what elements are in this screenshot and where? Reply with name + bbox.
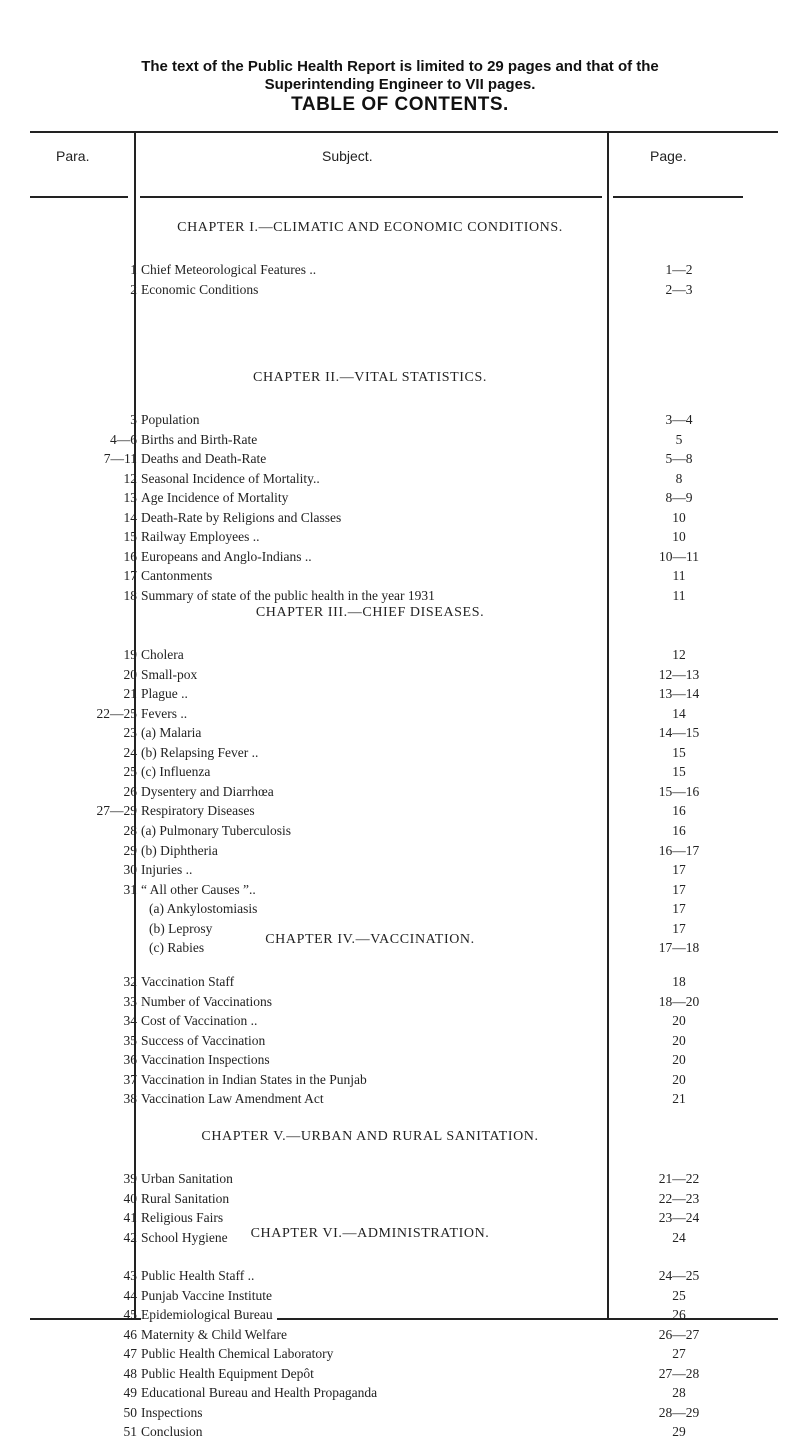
subject-cell [141, 568, 601, 584]
subject-text: Number of Vaccinations [141, 994, 276, 1009]
table-row [0, 1288, 800, 1306]
subject-cell [141, 1288, 601, 1304]
page-range: 17 [672, 881, 686, 897]
table-row [0, 451, 800, 469]
subject-cell [141, 432, 601, 448]
page-range: 23—24 [658, 1210, 700, 1226]
page-range: 11 [672, 568, 686, 584]
table-row [0, 1072, 800, 1090]
page-range: 1—2 [665, 262, 693, 277]
subject-cell [141, 471, 601, 487]
para-number: 32 [123, 974, 137, 989]
para-number: 12 [123, 470, 137, 486]
para-number: 30 [123, 862, 137, 878]
page-range: 15—16 [658, 783, 700, 799]
subject-cell [141, 451, 601, 467]
page-range: 10 [672, 529, 686, 545]
table-row [0, 901, 800, 919]
table-row [0, 1405, 800, 1423]
page-range: 13—14 [658, 686, 700, 702]
page-range: 5—8 [665, 451, 693, 467]
subject-text: Epidemiological Bureau [141, 1307, 277, 1322]
subject-text: Public Health Staff .. [141, 1268, 258, 1283]
page-range: 16 [672, 822, 686, 838]
subject-cell [141, 1385, 601, 1401]
subject-text: School Hygiene [141, 1230, 232, 1245]
subject-text: Maternity & Child Welfare [141, 1327, 291, 1342]
table-row [0, 1366, 800, 1384]
para-number: 47 [123, 1346, 137, 1362]
para-number: 16 [123, 548, 137, 564]
subject-cell [141, 1052, 601, 1068]
table-row [0, 843, 800, 861]
subject-cell [141, 862, 601, 878]
subject-text: Vaccination Law Amendment Act [141, 1091, 328, 1106]
table-row [0, 974, 800, 992]
table-row [0, 432, 800, 450]
subject-cell [141, 1405, 601, 1421]
chapter-heading: CHAPTER II.—VITAL STATISTICS. [253, 370, 487, 385]
subject-text: Success of Vaccination [141, 1033, 269, 1048]
page-range: 27 [672, 1346, 686, 1362]
subject-text: (b) Leprosy [149, 921, 216, 936]
page-range: 10—11 [659, 548, 699, 564]
para-number: 18 [123, 587, 137, 603]
para-number: 48 [123, 1365, 137, 1381]
para-number: 33 [123, 993, 137, 1009]
subject-text: Inspections [141, 1405, 207, 1420]
page-range: 3—4 [665, 412, 693, 427]
subject-cell [149, 901, 609, 917]
para-number: 1 [130, 262, 137, 277]
para-number: 38 [123, 1091, 137, 1107]
subject-cell [141, 282, 601, 298]
page-range: 22—23 [658, 1190, 700, 1206]
subject-cell [141, 725, 601, 741]
para-number: 41 [123, 1210, 137, 1226]
table-row [0, 471, 800, 489]
page-range: 20 [672, 1071, 686, 1087]
page-range: 21 [672, 1091, 686, 1107]
table-row [0, 1424, 800, 1442]
subject-text: Public Health Equipment Depôt [141, 1366, 318, 1381]
column-header-subject: Subject. [322, 148, 373, 164]
page-range: 20 [672, 1032, 686, 1048]
para-number: 46 [123, 1326, 137, 1342]
subject-cell [141, 784, 601, 800]
subject-text: Small-pox [141, 667, 201, 682]
table-row [0, 1327, 800, 1345]
table-row [0, 1171, 800, 1189]
para-number: 28 [123, 822, 137, 838]
subject-text: Plague .. [141, 686, 192, 701]
subject-cell [141, 745, 601, 761]
table-row [0, 529, 800, 547]
para-number: 14 [123, 509, 137, 525]
para-number: 37 [123, 1071, 137, 1087]
page-range: 17 [672, 920, 686, 936]
column-header-para: Para. [56, 148, 90, 164]
page-range: 21—22 [658, 1171, 700, 1186]
subject-text: (c) Influenza [141, 764, 214, 779]
table-row [0, 1013, 800, 1031]
table-row [0, 686, 800, 704]
subject-cell [141, 1091, 601, 1107]
table-row [0, 262, 800, 280]
table-row [0, 1091, 800, 1109]
para-number: 26 [123, 783, 137, 799]
para-number: 29 [123, 842, 137, 858]
page-range: 28—29 [658, 1404, 700, 1420]
subject-cell [141, 994, 601, 1010]
subject-text: Injuries .. [141, 862, 196, 877]
para-number: 17 [123, 568, 137, 584]
subject-text: Cantonments [141, 568, 216, 583]
table-row [0, 882, 800, 900]
para-number: 39 [123, 1171, 137, 1186]
subject-text: (c) Rabies [149, 940, 208, 955]
subject-text: (a) Pulmonary Tuberculosis [141, 823, 295, 838]
para-number: 24 [123, 744, 137, 760]
para-number: 4—6 [110, 431, 137, 447]
page-range: 17 [672, 862, 686, 878]
chapter-heading: CHAPTER IV.—VACCINATION. [265, 932, 475, 947]
table-row [0, 1191, 800, 1209]
subject-text: Public Health Chemical Laboratory [141, 1346, 337, 1361]
page-range: 28 [672, 1385, 686, 1401]
subject-cell [141, 647, 601, 663]
table-row [0, 764, 800, 782]
para-number: 34 [123, 1013, 137, 1029]
table-row [0, 568, 800, 586]
subject-cell [141, 262, 601, 278]
subject-text: Cost of Vaccination .. [141, 1013, 261, 1028]
subject-text: Europeans and Anglo-Indians .. [141, 549, 316, 564]
subject-cell [141, 588, 601, 604]
subject-text: Cholera [141, 647, 188, 662]
table-row [0, 588, 800, 606]
subject-cell [141, 667, 601, 683]
page-range: 8—9 [665, 490, 693, 506]
subject-cell [141, 764, 601, 780]
subject-cell [141, 843, 601, 859]
para-number: 49 [123, 1385, 137, 1401]
para-number: 43 [123, 1268, 137, 1283]
table-row [0, 1033, 800, 1051]
para-number: 40 [123, 1190, 137, 1206]
table-row [0, 282, 800, 300]
subject-cell [141, 823, 601, 839]
page-range: 2—3 [665, 281, 693, 297]
table-row [0, 862, 800, 880]
subject-text: Rural Sanitation [141, 1191, 233, 1206]
chapter-heading: CHAPTER VI.—ADMINISTRATION. [250, 1226, 490, 1241]
table-row [0, 1307, 800, 1325]
table-row [0, 549, 800, 567]
page-range: 16—17 [658, 842, 700, 858]
subject-text: (b) Diphtheria [141, 843, 222, 858]
table-row [0, 647, 800, 665]
page-range: 12 [672, 647, 686, 662]
subject-cell [141, 1033, 601, 1049]
para-number: 35 [123, 1032, 137, 1048]
para-number: 13 [123, 490, 137, 506]
table-row [0, 490, 800, 508]
subject-cell [141, 1268, 601, 1284]
table-row [0, 725, 800, 743]
page-range: 11 [672, 587, 686, 603]
table-row [0, 667, 800, 685]
page-range: 18—20 [658, 993, 700, 1009]
page-range: 24—25 [658, 1268, 700, 1283]
table-row [0, 1052, 800, 1070]
chapter-heading: CHAPTER V.—URBAN AND RURAL SANITATION. [201, 1129, 539, 1144]
subject-cell [141, 1307, 601, 1323]
table-row [0, 994, 800, 1012]
page-range: 18 [672, 974, 686, 989]
page-range: 15 [672, 744, 686, 760]
table-row [0, 784, 800, 802]
page-range: 14—15 [658, 725, 700, 741]
subject-cell [141, 412, 601, 428]
para-number: 20 [123, 666, 137, 682]
subject-text: (a) Ankylostomiasis [149, 901, 261, 916]
table-row [0, 510, 800, 528]
para-number: 44 [123, 1287, 137, 1303]
subject-text: Urban Sanitation [141, 1171, 237, 1186]
subject-text: Respiratory Diseases [141, 803, 259, 818]
para-number: 27—29 [96, 803, 137, 819]
page-range: 24 [672, 1229, 686, 1245]
subject-cell [141, 1424, 601, 1440]
page-range: 27—28 [658, 1365, 700, 1381]
subject-text: Vaccination Staff [141, 974, 238, 989]
notice-line-1: The text of the Public Health Report is limited to 29 pages and that of the [141, 58, 659, 75]
page-range: 12—13 [658, 666, 700, 682]
table-row [0, 706, 800, 724]
column-header-page: Page. [650, 148, 687, 164]
table-row [0, 803, 800, 821]
table-row [0, 412, 800, 430]
subject-cell [141, 510, 601, 526]
para-number: 50 [123, 1404, 137, 1420]
para-number: 3 [130, 412, 137, 427]
subject-text: Dysentery and Diarrhœa [141, 784, 278, 799]
subject-cell [141, 882, 601, 898]
subject-cell [141, 1171, 601, 1187]
subject-text: Vaccination in Indian States in the Punjab [141, 1072, 371, 1087]
para-number: 51 [123, 1424, 137, 1440]
subject-text: Seasonal Incidence of Mortality.. [141, 471, 324, 486]
subject-cell [141, 1191, 601, 1207]
page-range: 26 [672, 1307, 686, 1323]
subject-cell [141, 1210, 601, 1226]
subject-cell [141, 974, 601, 990]
page-range: 25 [672, 1287, 686, 1303]
para-number: 7—11 [103, 451, 137, 467]
page-range: 26—27 [658, 1326, 700, 1342]
subject-text: Summary of state of the public health in the year 1931 [141, 588, 439, 603]
para-number: 45 [123, 1307, 137, 1323]
para-number: 21 [123, 686, 137, 702]
page-range: 10 [672, 509, 686, 525]
para-number: 42 [123, 1229, 137, 1245]
subject-text: (b) Relapsing Fever .. [141, 745, 262, 760]
subject-text: Economic Conditions [141, 282, 262, 297]
subject-cell [141, 490, 601, 506]
subject-text: “ All other Causes ”.. [141, 882, 260, 897]
subject-cell [141, 803, 601, 819]
notice-line-2: Superintending Engineer to VII pages. [264, 76, 536, 93]
subject-text: Age Incidence of Mortality [141, 490, 292, 505]
subject-text: Punjab Vaccine Institute [141, 1288, 276, 1303]
page-range: 20 [672, 1052, 686, 1068]
para-number: 31 [123, 881, 137, 897]
subject-text: Population [141, 412, 204, 427]
para-number: 22—25 [96, 705, 137, 721]
table-row [0, 1385, 800, 1403]
table-row [0, 745, 800, 763]
para-number: 2 [130, 281, 137, 297]
subject-cell [141, 1327, 601, 1343]
page-range: 15 [672, 764, 686, 780]
para-number: 25 [123, 764, 137, 780]
subject-cell [141, 1346, 601, 1362]
subject-text: Death-Rate by Religions and Classes [141, 510, 345, 525]
subject-text: Railway Employees .. [141, 529, 263, 544]
subject-cell [141, 1013, 601, 1029]
page-range: 5 [675, 431, 683, 447]
subject-text: (a) Malaria [141, 725, 205, 740]
page-range: 29 [672, 1424, 686, 1440]
subject-text: Deaths and Death-Rate [141, 451, 270, 466]
page-range: 14 [672, 705, 686, 721]
page-range: 20 [672, 1013, 686, 1029]
subject-text: Religious Fairs [141, 1210, 227, 1225]
para-number: 23 [123, 725, 137, 741]
subject-text: Births and Birth-Rate [141, 432, 261, 447]
subject-text: Chief Meteorological Features .. [141, 262, 320, 277]
chapter-heading: CHAPTER III.—CHIEF DISEASES. [255, 605, 485, 620]
subject-cell [141, 706, 601, 722]
subject-text: Vaccination Inspections [141, 1052, 274, 1067]
page-range: 8 [675, 470, 683, 486]
subject-text: Educational Bureau and Health Propaganda [141, 1385, 381, 1400]
para-number: 19 [123, 647, 137, 662]
page-range: 17 [672, 901, 686, 917]
subject-text: Fevers .. [141, 706, 191, 721]
table-row [0, 823, 800, 841]
subject-text: Conclusion [141, 1424, 207, 1439]
subject-cell [141, 686, 601, 702]
para-number: 36 [123, 1052, 137, 1068]
table-row [0, 1268, 800, 1286]
subject-cell [141, 549, 601, 565]
page-title: TABLE OF CONTENTS. [291, 94, 509, 115]
table-row [0, 1346, 800, 1364]
page-range: 17—18 [658, 940, 700, 956]
subject-cell [141, 529, 601, 545]
subject-cell [141, 1366, 601, 1382]
subject-cell [141, 1072, 601, 1088]
chapter-heading: CHAPTER I.—CLIMATIC AND ECONOMIC CONDITIONS. [177, 220, 563, 235]
para-number: 15 [123, 529, 137, 545]
page-range: 16 [672, 803, 686, 819]
